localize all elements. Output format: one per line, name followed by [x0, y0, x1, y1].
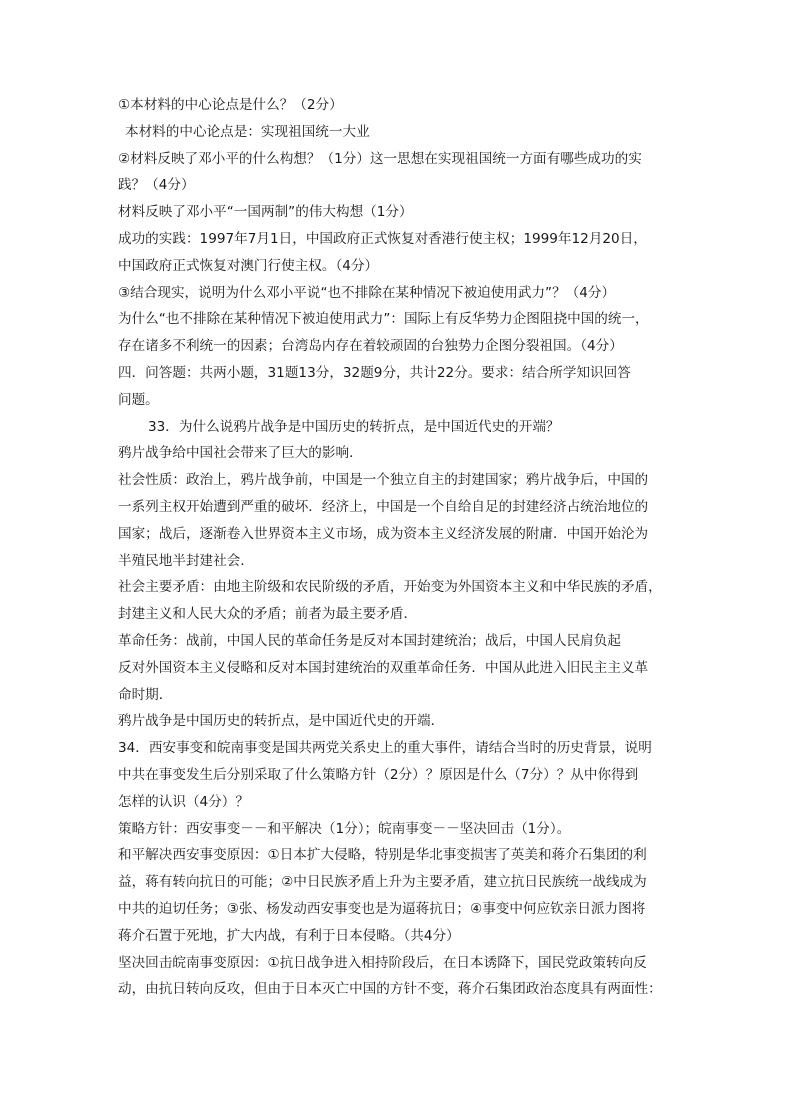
text-line: 33．为什么说鸦片战争是中国历史的转折点，是中国近代史的开端？	[148, 418, 560, 435]
text-line: 本材料的中心论点是：实现祖国统一大业	[125, 123, 370, 140]
text-line: 鸦片战争给中国社会带来了巨大的影响．	[118, 445, 363, 462]
text-line: 中国政府正式恢复对澳门行使主权。（4分）	[118, 257, 379, 274]
text-line: 社会主要矛盾：由地主阶级和农民阶级的矛盾，开始变为外国资本主义和中华民族的矛盾，	[118, 579, 662, 596]
text-line: 为什么“也不排除在某种情况下被迫使用武力”：国际上有反华势力企图阻挠中国的统一，	[118, 311, 649, 328]
text-line: 益，蒋有转向抗日的可能；②中日民族矛盾上升为主要矛盾，建立抗日民族统一战线成为	[118, 874, 647, 891]
text-line: 中共在事变发生后分别采取了什么策略方针（2分）？原因是什么（7分）？从中你得到	[118, 766, 639, 783]
text-line: ③结合现实，说明为什么邓小平说“也不排除在某种情况下被迫使用武力”？（4分）	[118, 284, 616, 301]
text-line: 践？（4分）	[118, 177, 195, 194]
text-line: 反对外国资本主义侵略和反对本国封建统治的双重革命任务．中国从此进入旧民主主义革	[118, 659, 649, 676]
document-body	[118, 92, 678, 1003]
text-line: 和平解决西安事变原因：①日本扩大侵略，特别是华北事变损害了英美和蒋介石集团的利	[118, 847, 647, 864]
text-line: ①本材料的中心论点是什么？（2分）	[118, 97, 343, 113]
text-line: 革命任务：战前，中国人民的革命任务是反对本国封建统治；战后，中国人民肩负起	[118, 632, 621, 649]
text-line: 国家；战后，逐渐卷入世界资本主义市场，成为资本主义经济发展的附庸．中国开始沦为	[118, 525, 649, 542]
text-line: 命时期．	[118, 686, 173, 703]
text-line: 半殖民地半封建社会．	[118, 552, 254, 569]
text-line: 动，由抗日转向反攻，但由于日本灭亡中国的方针不变，蒋介石集团政治态度具有两面性：	[118, 981, 662, 998]
text-line: 一系列主权开始遭到严重的破坏．经济上，中国是一个自给自足的封建经济占统治地位的	[118, 498, 649, 515]
text-line: 成功的实践：1997年7月1日，中国政府正式恢复对香港行使主权；1999年12月20日，	[118, 230, 647, 247]
text-line: 坚决回击皖南事变原因：①抗日战争进入相持阶段后，在日本诱降下，国民党政策转向反	[118, 954, 647, 971]
text-line: 34．西安事变和皖南事变是国共两党关系史上的重大事件，请结合当时的历史背景，说明	[118, 740, 652, 757]
text-line: ②材料反映了邓小平的什么构想？（1分）这一思想在实现祖国统一方面有哪些成功的实	[118, 150, 642, 167]
text-line: 封建主义和人民大众的矛盾；前者为最主要矛盾．	[118, 606, 418, 623]
text-line: 存在诸多不利统一的因素；台湾岛内存在着较顽固的台独势力企图分裂祖国。（4分）	[118, 338, 623, 355]
text-line: 问题。	[118, 391, 159, 408]
text-line: 材料反映了邓小平“一国两制”的伟大构想（1分）	[118, 204, 413, 221]
text-line: 四．问答题：共两小题，31题13分，32题9分，共计22分。要求：结合所学知识回答	[118, 364, 631, 381]
text-line: 蒋介石置于死地，扩大内战，有利于日本侵略。（共4分）	[118, 927, 460, 944]
text-line: 怎样的认识（4分）？	[118, 793, 249, 810]
text-line: 鸦片战争是中国历史的转折点，是中国近代史的开端．	[118, 713, 445, 730]
text-line: 中共的迫切任务；③张、杨发动西安事变也是为逼蒋抗日；④事变中何应钦亲日派力图将	[118, 900, 646, 917]
text-line: 社会性质：政治上，鸦片战争前，中国是一个独立自主的封建国家；鸦片战争后，中国的	[118, 472, 649, 489]
text-line: 策略方针：西安事变－－和平解决（1分）；皖南事变－－坚决回击（1分）。	[118, 820, 571, 837]
